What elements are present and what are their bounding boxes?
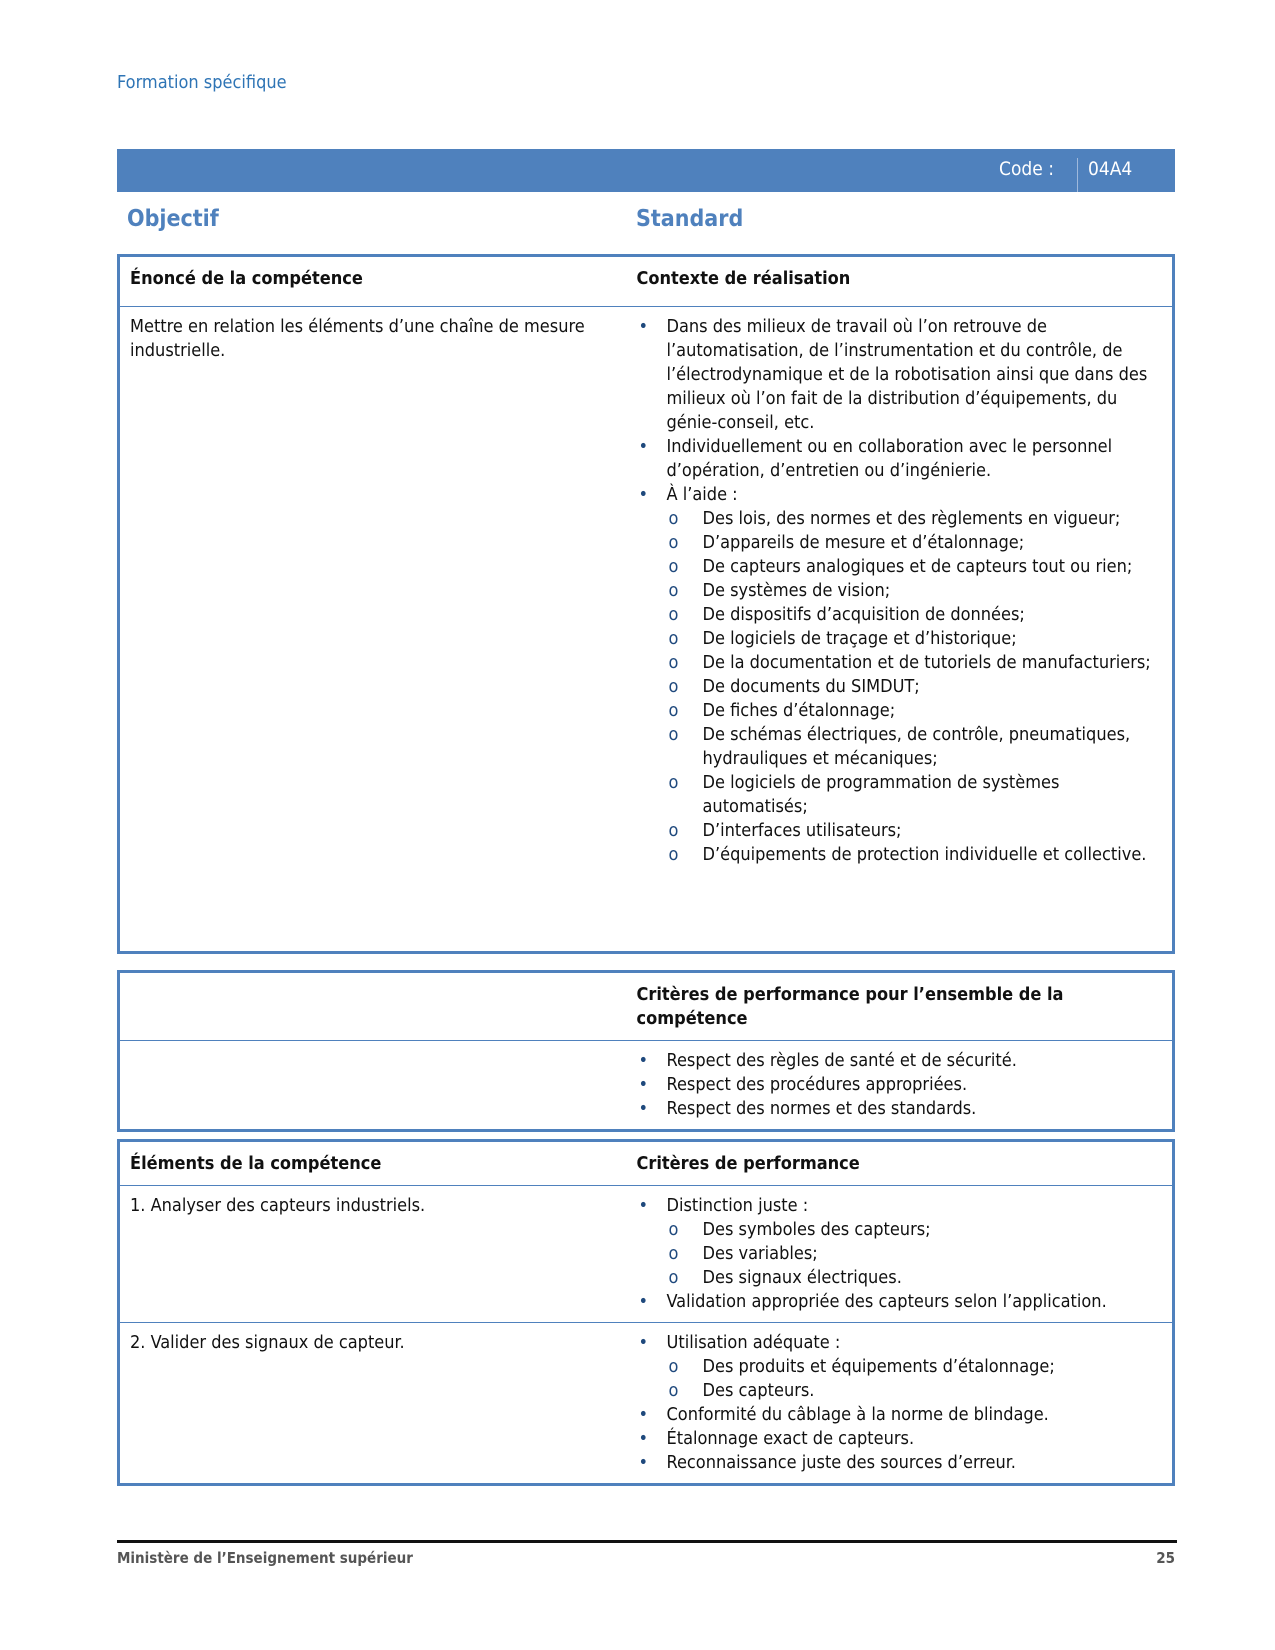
list-item: o Des variables; (667, 1242, 1163, 1266)
global-criteria-table (117, 970, 1175, 1132)
list-item: o De capteurs analogiques et de capteurs tout ou rien; (667, 555, 1163, 579)
header-criteria: Critères de performance (627, 1141, 1174, 1186)
list-item: o De la documentation et de tutoriels de manufacturiers; (667, 651, 1163, 675)
list-item: • Distinction juste : o Des symboles des capteurs; o Des variables; o Des signaux électriques. (637, 1194, 1163, 1290)
list-item: o Des capteurs. (667, 1379, 1163, 1403)
code-value: 04A4 (1077, 158, 1132, 192)
footer (117, 1540, 1177, 1567)
aids-list (667, 507, 1163, 867)
list-item: • Respect des normes et des standards. (637, 1097, 1163, 1121)
global-criteria-list (637, 1049, 1163, 1121)
element-1: 1. Analyser des capteurs industriels. (130, 1195, 426, 1216)
page-number: 25 (1156, 1549, 1175, 1567)
list-item: • Individuellement ou en collaboration avec le personnel d’opération, d’entretien ou d’ingénierie. (637, 435, 1163, 483)
header-global-criteria: Critères de performance pour l’ensemble de la compétence (627, 972, 1174, 1041)
footer-ministry: Ministère de l’Enseignement supérieur (117, 1549, 413, 1567)
list-item: o De fiches d’étalonnage; (667, 699, 1163, 723)
list-item: • Validation appropriée des capteurs selon l’application. (637, 1290, 1163, 1314)
list-item: o De documents du SIMDUT; (667, 675, 1163, 699)
element-2: 2. Valider des signaux de capteur. (119, 1323, 627, 1485)
table-row (119, 1323, 1174, 1485)
list-item: • Conformité du câblage à la norme de blindage. (637, 1403, 1163, 1427)
list-item: o Des lois, des normes et des règlements en vigueur; (667, 507, 1163, 531)
list-item: o Des symboles des capteurs; (667, 1218, 1163, 1242)
context-list (637, 315, 1163, 867)
section-objectif: Objectif (127, 206, 219, 232)
list-item: o D’interfaces utilisateurs; (667, 819, 1163, 843)
elements-table (117, 1139, 1175, 1486)
list-item: • Respect des procédures appropriées. (637, 1073, 1163, 1097)
header-enonce: Énoncé de la compétence (119, 256, 627, 307)
competence-table (117, 254, 1175, 954)
list-item: • Reconnaissance juste des sources d’erreur. (637, 1451, 1163, 1475)
code-label: Code : (999, 158, 1054, 180)
list-item: • À l’aide : o Des lois, des normes et des règlements en vigueur; o D’appareils de mesure et d’étalonnage; o De capteurs analogiques et de capteurs tout ou rien; o De systèmes de vision; o De dispositifs d’acquisition de données; o De logiciels de traçage et d’historique; o De la documentation et de tutoriels de manufacturiers; o De documents du SIMDUT; o De fiches d’étalonnage; o De schémas électriques, de contrôle, pneumatiques, hydrauliques et mécaniques; o De logiciels de programmation de systèmes automatisés; o D’interfaces utilisateurs; o D’équipements de protection individuelle et collective. (637, 483, 1163, 867)
list-item: o De logiciels de traçage et d’historique; (667, 627, 1163, 651)
list-item: • Utilisation adéquate : o Des produits et équipements d’étalonnage; o Des capteurs. (637, 1331, 1163, 1403)
list-item: • Dans des milieux de travail où l’on retrouve de l’automatisation, de l’instrumentation et du contrôle, de l’électrodynamique et de la robotisation ainsi que dans des milieux où l’on fait de la distribution d’équipements, du génie-conseil, etc. (637, 315, 1163, 435)
code-bar (117, 149, 1175, 192)
competence-statement: Mettre en relation les éléments d’une chaîne de mesure industrielle. (130, 316, 585, 361)
list-item: o De logiciels de programmation de systèmes automatisés; (667, 771, 1163, 819)
list-item: o De schémas électriques, de contrôle, pneumatiques, hydrauliques et mécaniques; (667, 723, 1163, 771)
list-item: o Des produits et équipements d’étalonnage; (667, 1355, 1163, 1379)
header-elements: Éléments de la compétence (119, 1141, 627, 1186)
list-item: • Respect des règles de santé et de sécurité. (637, 1049, 1163, 1073)
list-item: o De systèmes de vision; (667, 579, 1163, 603)
list-item: • Étalonnage exact de capteurs. (637, 1427, 1163, 1451)
running-head: Formation spécifique (117, 72, 287, 93)
section-standard: Standard (636, 206, 744, 232)
list-item: o D’équipements de protection individuelle et collective. (667, 843, 1163, 867)
table-row (119, 1186, 1174, 1323)
list-item: o D’appareils de mesure et d’étalonnage; (667, 531, 1163, 555)
list-item: o De dispositifs d’acquisition de données; (667, 603, 1163, 627)
header-contexte: Contexte de réalisation (627, 256, 1174, 307)
list-item: o Des signaux électriques. (667, 1266, 1163, 1290)
